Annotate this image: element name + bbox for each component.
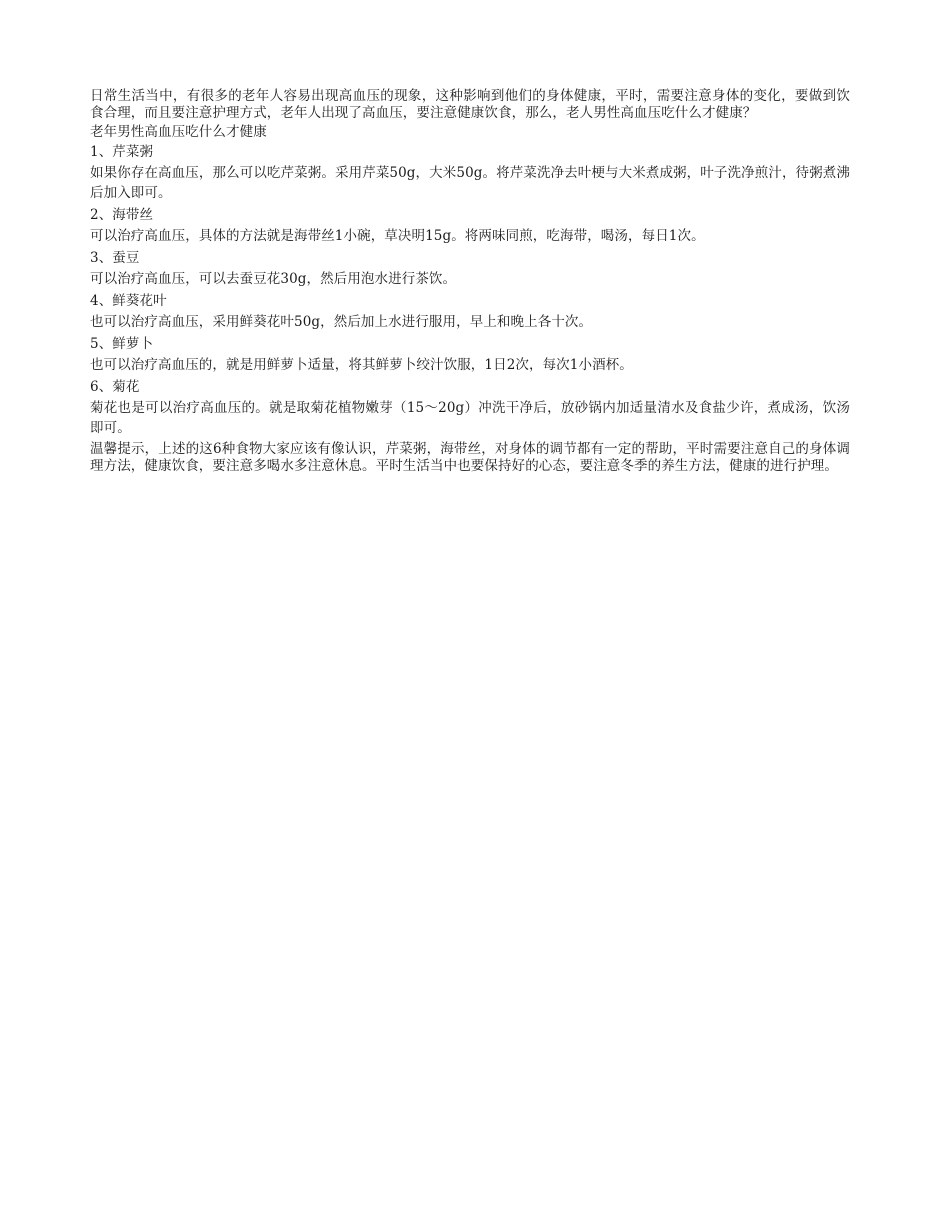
document-page: [90, 88, 850, 475]
section-text-kelp: 可以治疗高血压，具体的方法就是海带丝1小碗，草决明15g。将两味同煎，吃海带，喝汤，每日1次。: [90, 228, 705, 244]
section-text-broad-bean: 可以治疗高血压，可以去蚕豆花30g，然后用泡水进行茶饮。: [90, 271, 457, 287]
section-text-sunflower-leaf: 也可以治疗高血压，采用鲜葵花叶50g，然后加上水进行服用，早上和晚上各十次。: [90, 314, 593, 330]
article-subtitle: 老年男性高血压吃什么才健康: [90, 124, 267, 140]
section-text-chrysanthemum: 菊花也是可以治疗高血压的。就是取菊花植物嫩芽（15～20g）冲洗干净后，放砂锅内加适量清水及食盐少许，煮成汤，饮汤即可。: [90, 400, 850, 436]
section-heading-radish: 5、鲜萝卜: [90, 336, 154, 352]
intro-paragraph: 日常生活当中，有很多的老年人容易出现高血压的现象，这种影响到他们的身体健康，平时，需要注意身体的变化，要做到饮食合理，而且要注意护理方式，老年人出现了高血压，要注意健康饮食，那么，老人男性高血压吃什么才健康？: [90, 88, 850, 121]
section-heading-kelp: 2、海带丝: [90, 207, 154, 223]
section-text-radish: 也可以治疗高血压的，就是用鲜萝卜适量，将其鲜萝卜绞汁饮服，1日2次，每次1小酒杯。: [90, 357, 633, 373]
closing-paragraph: 温馨提示，上述的这6种食物大家应该有像认识，芹菜粥，海带丝，对身体的调节都有一定的帮助，平时需要注意自己的身体调理方法，健康饮食，要注意多喝水多注意休息。平时生活当中也要保持好的心态，要注意冬季的养生方法，健康的进行护理。: [90, 441, 850, 474]
section-heading-chrysanthemum: 6、菊花: [90, 379, 140, 395]
section-heading-broad-bean: 3、蚕豆: [90, 250, 140, 266]
section-heading-sunflower-leaf: 4、鲜葵花叶: [90, 293, 167, 309]
section-heading-celery-porridge: 1、芹菜粥: [90, 144, 154, 160]
section-text-celery-porridge: 如果你存在高血压，那么可以吃芹菜粥。采用芹菜50g，大米50g。将芹菜洗净去叶梗与大米煮成粥，叶子洗净煎汁，待粥煮沸后加入即可。: [90, 165, 850, 201]
